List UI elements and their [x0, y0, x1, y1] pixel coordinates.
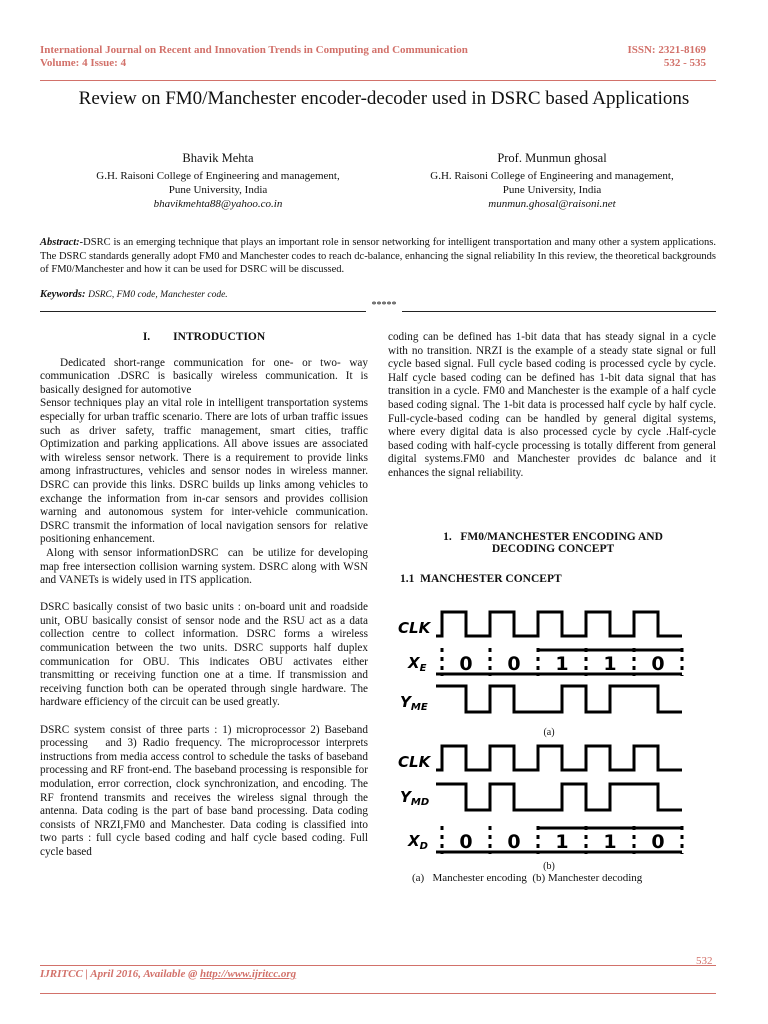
separator-line-right: [402, 311, 716, 312]
fig-a-yme-waveform: [436, 686, 682, 712]
fig-a-xe-bus-bit-1: 0: [507, 653, 521, 675]
footer-divider-bottom: [40, 993, 716, 994]
fig-b-xd-bus-bit-4: 0: [651, 831, 665, 853]
fig-b-xd-bus-bit-2: 1: [555, 831, 569, 853]
figure-b-caption: (b): [543, 861, 555, 872]
page-range: 532 - 535: [663, 57, 706, 69]
fig-b-ymd-label: $Y_{MD}$: [400, 788, 430, 808]
fig-b-clk-waveform: [436, 746, 682, 770]
figure-a-manchester-encoding: [396, 606, 702, 724]
author-2-email: munmun.ghosal@raisoni.net: [488, 198, 616, 210]
author-2-university: Pune University, India: [502, 184, 602, 196]
journal-link[interactable]: http://www.ijritcc.org: [199, 968, 297, 980]
right-paragraph-1: coding can be defined has 1-bit data that has steady signal in a cycle with no transition. NRZI is the example of a steady state signal or full cycle based signal. Full cycle based coding is processed cycle by cycle. Half cycle based coding can be defined has 1-bit data signal that has transition in a cycle. FM0 and Manchester is the example of a half cycle based coding signal. The 1-bit data is processed half cycle by half cycle. Full-cycle-based coding can be handled by general digital systems, where every digital data is also processed cycle by cycle .Half-cycle based coding with half-cycle processing is totally different from general digital systems.FM0 and Manchester provides dc balance and it enhances the signal reliability.: [388, 331, 716, 479]
fig-b-ymd-waveform: [436, 784, 682, 810]
abstract-text: DSRC is an emerging technique that plays an important role in sensor networking for intelligent transportation and many other a system applications. The DSRC standards generally adopt FM0 and Manchester codes to reach dc-balance, enhancing the signal reliability In this review, the theoretical backgrounds of FM0/Manchester and how it can be used for DSRC will be discussed.: [40, 237, 716, 275]
journal-name: International Journal on Recent and Innovation Trends in Computing and Communication: [40, 44, 468, 56]
author-1-email: bhavikmehta88@yahoo.co.in: [153, 198, 283, 210]
intro-paragraph-2: Sensor techniques play an vital role in intelligent transportation systems especially for urban traffic scenario. There are lots of urban traffic issues such as driver safety, traffic management, smart cities, traffic Optimization and parking applications. All above issues are associated with wireless sensor network. There is a requirement to provide links among infrastructures, vehicles and sensor nodes in wireless manner. DSRC can provide this links. DSRC builds up links among vehicles to exchange the information from in-car sensors and provides collision warning and autonomous system for inter-vehicle communication. DSRC transmit the information of local navigation sensors for relative positioning enhancement.: [40, 397, 368, 546]
figure-a-caption: (a): [543, 727, 555, 738]
right-column: [388, 331, 716, 481]
fig-b-xd-label: $X_D$: [408, 832, 428, 852]
footer-divider-top: [40, 965, 716, 966]
intro-paragraph-3: Along with sensor informationDSRC can be utilize for developing map free intersection collision warning system. DSRC along with WSN and VANETs is widely used in ITS application.: [40, 546, 368, 587]
author-1: [58, 150, 378, 211]
fig-b-xd-bus-bit-1: 0: [507, 831, 521, 853]
figure-b-manchester-decoding: [396, 742, 702, 860]
author-2-name: Prof. Munmun ghosal: [497, 151, 607, 165]
author-1-university: Pune University, India: [168, 184, 268, 196]
keywords-text: DSRC, FM0 code, Manchester code.: [88, 290, 228, 300]
fig-b-clk-label: CLK: [398, 753, 431, 771]
fig-a-clk-waveform: [436, 612, 682, 636]
author-2-affiliation: G.H. Raisoni College of Engineering and management,: [430, 170, 674, 182]
fig-a-yme-label: $Y_{ME}$: [400, 693, 428, 713]
paper-title: Review on FM0/Manchester encoder-decoder used in DSRC based Applications: [78, 88, 690, 109]
keywords-label: Keywords:: [40, 289, 86, 300]
issn: ISSN: 2321-8169: [627, 44, 706, 56]
header-divider: [40, 80, 716, 81]
intro-paragraph-4: DSRC basically consist of two basic units : on-board unit and roadside unit, OBU basically consist of sensor node and the RSU act as a data collection centre to collect information. DSRC forms a wireless communication between the two units. DSRC supports half duplex communication for OBU. This indicates OBU activates either transmitting or receiving function one at a time. If transmission and receiving function both can be operated through single hardware. The hardware efficiency of the circuit can be used greatly.: [40, 601, 368, 709]
section-separator: [40, 300, 716, 314]
separator-stars: *****: [371, 300, 397, 311]
abstract: [40, 236, 716, 277]
subsection-1-1-heading: 1.1 MANCHESTER CONCEPT: [400, 573, 562, 585]
left-column: [40, 331, 368, 860]
keywords: [40, 289, 228, 300]
fig-b-xd-bus-bit-0: 0: [459, 831, 473, 853]
author-1-name: Bhavik Mehta: [182, 151, 254, 165]
abstract-label: Abstract:-: [40, 237, 84, 248]
author-2: [392, 150, 712, 211]
fig-a-xe-label: $X_E$: [408, 654, 427, 674]
page-number: 532: [696, 955, 713, 967]
fig-a-xe-bus-bit-0: 0: [459, 653, 473, 675]
figure-caption: (a) Manchester encoding (b) Manchester decoding: [412, 872, 643, 884]
fig-a-xe-bus-bit-3: 1: [603, 653, 617, 675]
intro-paragraph-5: DSRC system consist of three parts : 1) microprocessor 2) Baseband processing and 3) Radio frequency. The microprocessor interprets instructions from media access control to schedule the tasks of baseband processing and RF front-end. The baseband processing is responsible for modulation, error correction, clock synchronization, and encoding. The RF frontend transmits and receives the wireless signal through the antenna. Data coding is the part of base band processing. Data coding consists of NRZI,FM0 and Manchester. Data coding is classified into two parts : full cycle based coding and half cycle based coding. Full cycle based: [40, 723, 368, 858]
volume-issue: Volume: 4 Issue: 4: [40, 57, 127, 69]
fig-a-xe-bus-bit-4: 0: [651, 653, 665, 675]
footer-text: [40, 968, 296, 980]
intro-paragraph-1: Dedicated short-range communication for one- or two- way communication .DSRC is basically wireless communication. It is basically designed for automotive: [40, 356, 368, 396]
fig-b-xd-bus-bit-3: 1: [603, 831, 617, 853]
fig-a-clk-label: CLK: [398, 619, 431, 637]
introduction-heading: I. INTRODUCTION: [142, 331, 266, 343]
separator-line-left: [40, 311, 366, 312]
author-1-affiliation: G.H. Raisoni College of Engineering and management,: [96, 170, 340, 182]
fig-a-xe-bus-bit-2: 1: [555, 653, 569, 675]
section-1-heading: 1. FM0/MANCHESTER ENCODING AND DECODING CONCEPT: [443, 531, 663, 555]
footer-label: IJRITCC | April 2016, Available @: [40, 968, 200, 980]
